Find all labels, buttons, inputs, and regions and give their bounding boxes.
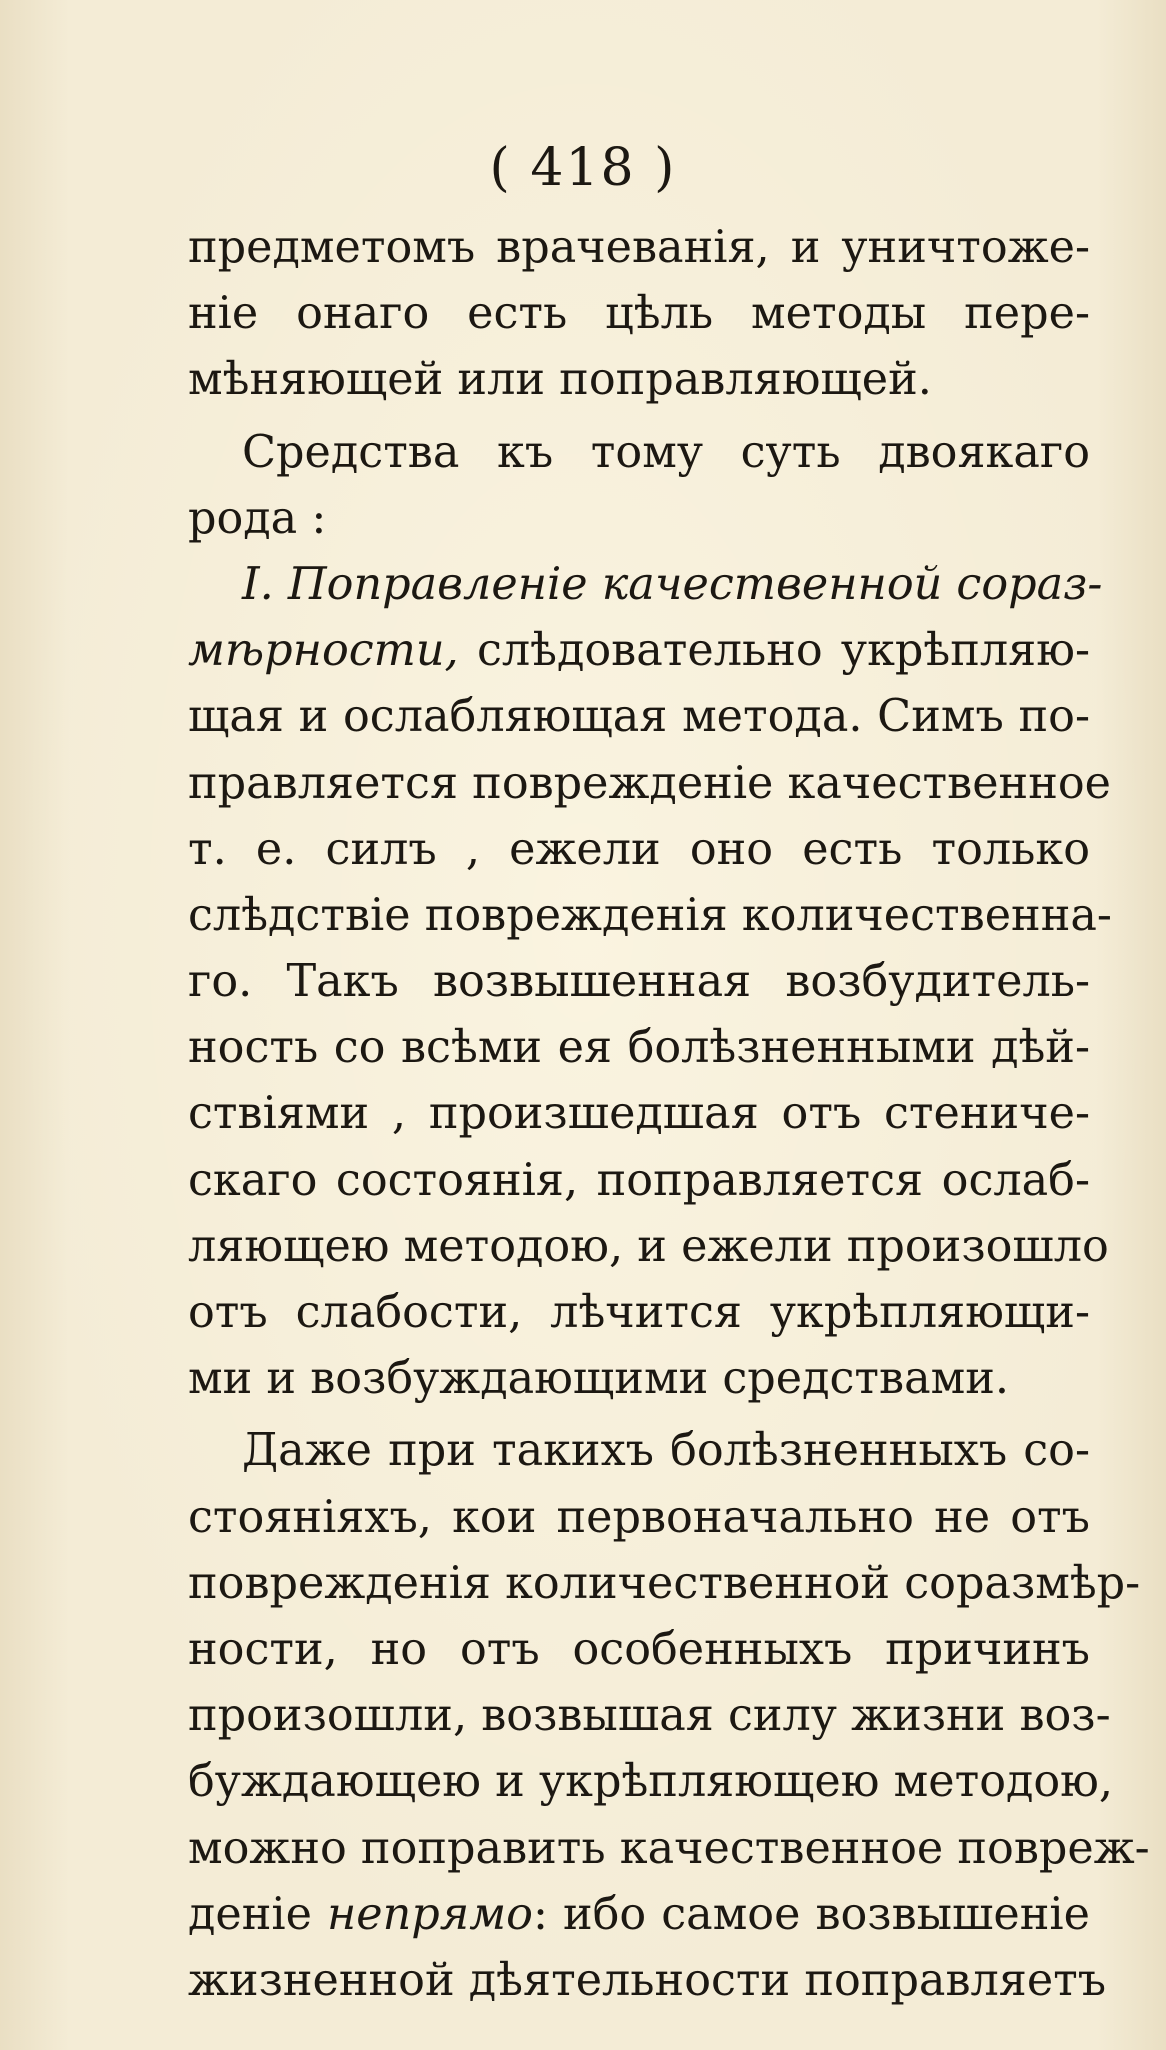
text-line: буждающею и укрѣпляющею методою, xyxy=(188,1756,1114,1808)
section-heading: I. Поправленіе качественной сораз- xyxy=(242,558,1103,610)
text-line: Средства къ тому суть двоякаго xyxy=(242,426,1090,478)
text-line: правляется поврежденіе качественное xyxy=(188,757,1112,809)
text-line: Даже при такихъ болѣзненныхъ со- xyxy=(242,1425,1090,1477)
text-line: ніе онаго есть цѣль методы пере- xyxy=(188,288,1090,340)
text-line: мѣняющей или поправляющей. xyxy=(188,354,932,406)
text-fragment: слѣдовательно укрѣпляю- xyxy=(476,625,1090,677)
text-line: рода : xyxy=(188,492,327,544)
text-line: ляющею методою, и ежели произошло xyxy=(188,1220,1109,1272)
text-line: ми и возбуждающими средствами. xyxy=(188,1353,1010,1405)
text-line: го. Такъ возвышенная возбудитель- xyxy=(188,956,1090,1008)
page-number: ( 418 ) xyxy=(489,138,677,198)
text-line: жизненной дѣятельности поправляетъ xyxy=(188,1954,1107,2006)
text-line: ствіями , произшедшая отъ стениче- xyxy=(188,1088,1090,1140)
text-line: щая и ослабляющая метода. Симъ по- xyxy=(188,691,1090,743)
body-text xyxy=(188,215,1150,2014)
text-line xyxy=(188,618,1090,684)
text-line: скаго состоянія, поправляется ослаб- xyxy=(188,1154,1090,1206)
text-line: слѣдствіе поврежденія количественна- xyxy=(188,889,1112,941)
text-line: поврежденія количественной соразмѣр- xyxy=(188,1557,1141,1609)
emphasis-word: непрямо xyxy=(327,1888,533,1940)
text-line: можно поправить качественное повреж- xyxy=(188,1822,1150,1874)
text-line: стояніяхъ, кои первоначально не отъ xyxy=(188,1491,1090,1543)
text-line: ность со всѣми ея болѣзненными дѣй- xyxy=(188,1022,1090,1074)
text-line: предметомъ врачеванія, и уничтоже- xyxy=(188,222,1090,273)
text-line: отъ слабости, лѣчится укрѣпляющи- xyxy=(188,1287,1090,1338)
text-line: т. е. силъ , ежели оно есть только xyxy=(188,823,1090,875)
text-line: ности, но отъ особенныхъ причинъ xyxy=(188,1623,1090,1675)
section-heading-cont: мѣрности, xyxy=(188,625,459,677)
text-line xyxy=(188,1882,1090,1948)
text-line: произошли, возвышая силу жизни воз- xyxy=(188,1690,1111,1742)
text-fragment: деніе xyxy=(188,1888,312,1940)
text-fragment: : ибо самое возвышеніе xyxy=(532,1888,1090,1940)
